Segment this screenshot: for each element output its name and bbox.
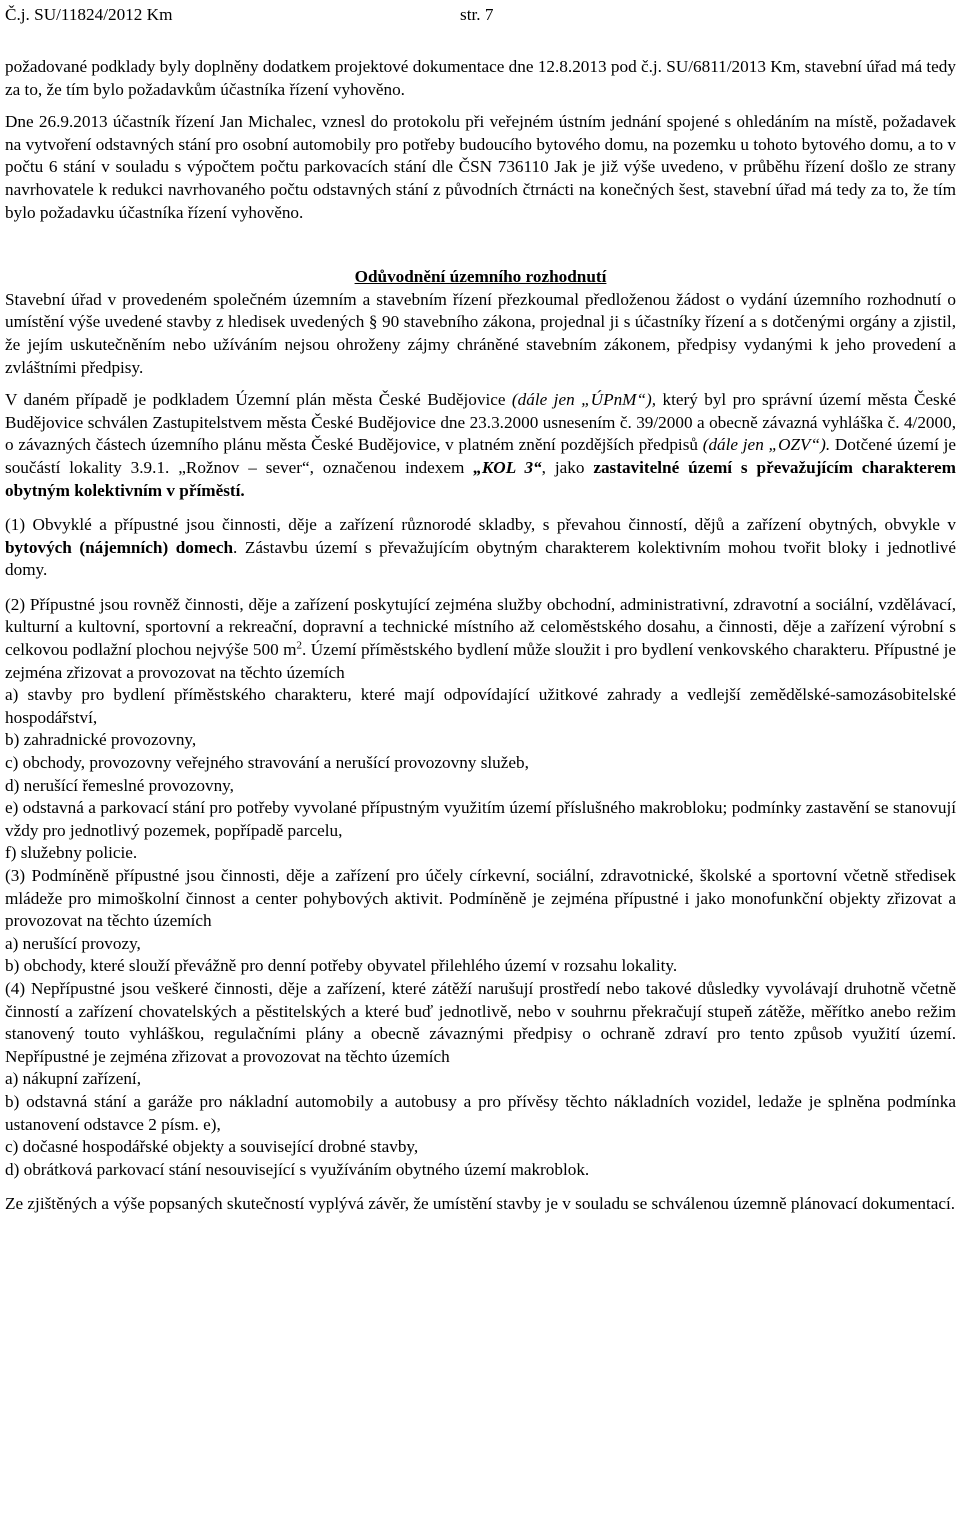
page-header <box>5 4 956 26</box>
document-page <box>5 4 956 1216</box>
list-item: d) nerušící řemeslné provozovny, <box>5 775 234 795</box>
section-title: Odůvodnění územního rozhodnutí <box>354 267 607 287</box>
p5-bold-houses: bytových (nájemních) domech <box>5 537 234 557</box>
list-item: c) dočasné hospodářské objekty a související drobné stavby, <box>5 1137 419 1157</box>
p6-text-b: . Území příměstského bydlení může sloužit i pro bydlení venkovského charakteru. Přípustné je zejména zřizovat a provozovat na těchto územích <box>5 640 956 682</box>
paragraph-5 <box>5 514 956 582</box>
paragraph-7: (3) Podmíněně přípustné jsou činnosti, děje a zařízení pro účely církevní, sociální, zdravotnické, školské a sportovní včetně středisek mládeže pro mimoškolní činnost a center pohybových aktivit. Podmíněně je zejména přípustné i jako monofunkční objekty zřizovat a provozovat na těchto územích <box>5 866 956 931</box>
list-item: a) nákupní zařízení, <box>5 1069 141 1089</box>
p4-text-c: který byl pro správní území města České Budějovice schválen Zastupitelstvem města České Budějovice dne 23.3.2000 usnesením č. 39/2000 a obecně závazná vyhláška č. 4/2000, o závazných částech územního plánu města České Budějovice, v platném znění pozdějších předpisů <box>5 390 956 455</box>
list-item: b) zahradnické provozovny, <box>5 730 197 750</box>
p5-text-c: . Zástavbu území s převažujícím obytným charakterem kolektivním mohou tvořit bloky i jednotlivé domy. <box>5 537 956 580</box>
list-item: a) nerušící provozy, <box>5 933 141 953</box>
list-item: b) obchody, které slouží převážně pro denní potřeby obyvatel přilehlého území v rozsahu lokality. <box>5 956 678 976</box>
reference-number: Č.j. SU/11824/2012 Km <box>5 5 173 24</box>
p4-text-g: , jako <box>541 457 594 477</box>
paragraph-9: Ze zjištěných a výše popsaných skutečností vyplývá závěr, že umístění stavby je v souladu se schválenou územně plánovací dokumentací. <box>5 1194 956 1214</box>
paragraph-1: požadované podklady byly doplněny dodatkem projektové dokumentace dne 12.8.2013 pod č.j. SU/6811/2013 Km, stavební úřad má tedy za to, že tím bylo požadavkům účastníka řízení vyhověno. <box>5 57 956 99</box>
p6-text-a: (2) Přípustné jsou rovněž činnosti, děje a zařízení poskytující zejména služby obchodní, administrativní, zdravotní a sociální, vzdělávací, kulturní a kultovní, sportovní a rekreační, dopravní a technické místního až celoměstského dosahu, a činnosti, děje a zařízení výrobní s celkovou podlažní plochou nejvýše 500 m <box>5 594 956 660</box>
list-item: d) obrátková parkovací stání nesouvisející s využíváním obytného území makroblok. <box>5 1159 590 1179</box>
paragraph-6 <box>5 594 956 684</box>
p4-text-e: Dotčené území je součástí lokality 3.9.1. „Rožnov – sever“, označenou indexem <box>5 435 956 477</box>
list-item: c) obchody, provozovny veřejného stravování a nerušící provozovny služeb, <box>5 753 529 773</box>
list-item: a) stavby pro bydlení příměstského charakteru, které mají odpovídající užitkové zahrady a vedlejší zemědělské-samozásobitelské hospodářství, <box>5 685 956 727</box>
list-item: e) odstavná a parkovací stání pro potřeby vyvolané přípustným využitím území příslušného makrobloku; podmínky zastavění se stanovují vždy pro jednotlivý pozemek, popřípadě parcelu, <box>5 798 956 840</box>
page-number: str. 7 <box>460 5 494 24</box>
list-item: f) služebny policie. <box>5 843 138 863</box>
paragraph-4 <box>5 389 956 502</box>
paragraph-2: Dne 26.9.2013 účastník řízení Jan Michalec, vznesl do protokolu při veřejném ústním jednání spojené s ohledáním na místě, požadavek na vytvoření odstavných stání pro osobní automobily pro potřeby budoucího bytového domu, na pozemku u tohoto bytového domu, a to v počtu 6 stání v souladu s výpočtem počtu parkovacích stání dle ČSN 736110 Jak je již výše uvedeno, v průběhu řízení došlo ze strany navrhovatele k redukci navrhovaného počtu odstavných stání z původních čtrnácti na konečných šest, stavební úřad má tedy za to, že tím bylo požadavku účastníka řízení vyhověno. <box>5 112 956 222</box>
p5-text-a: (1) Obvyklé a přípustné jsou činnosti, děje a zařízení různorodé skladby, s převahou činností, dějů a zařízení obytných, obvykle v <box>5 515 956 535</box>
p6-superscript: 2 <box>296 639 303 652</box>
p4-italic-ozv: (dále jen „OZV“). <box>702 435 831 455</box>
p4-bold-zone: zastavitelné území s převažujícím charakterem obytným kolektivním v příměstí. <box>5 457 956 500</box>
p4-index-kol: „KOL 3“ <box>473 457 542 477</box>
list-item: b) odstavná stání a garáže pro nákladní automobily a autobusy a pro přívěsy těchto nákladních vozidel, ledaže je splněna podmínka ustanovení odstavce 2 písm. e), <box>5 1091 956 1134</box>
paragraph-3: Stavební úřad v provedeném společném územním a stavebním řízení přezkoumal předloženou žádost o vydání územního rozhodnutí o umístění výše uvedené stavby z hledisek uvedených § 90 stavebního zákona, projednal ji s účastníky řízení a s dotčenými orgány a zjistil, že jejím uskutečněním nebo užíváním nejsou ohroženy zájmy chráněné stavebním zákonem, předpisy vydanými k jeho provedení a zvláštními předpisy. <box>5 289 956 377</box>
p4-text-a: V daném případě je podkladem Územní plán města České Budějovice <box>5 390 512 410</box>
p4-italic-upnm: (dále jen „ÚPnM“), <box>511 390 657 410</box>
paragraph-8: (4) Nepřípustné jsou veškeré činnosti, děje a zařízení, které zátěží narušují prostředí nebo takové důsledky vyvolávají druhotně včetně činností a zařízení chovatelských a pěstitelských a které buď jednotlivě, nebo v souhrnu překračují stupeň zátěže, měřítko anebo režim stanovený touto vyhláškou, regulačními plány a obecně závaznými předpisy o ochraně zdraví pro tento způsob využití území. Nepřípustné je zejména zřizovat a provozovat na těchto územích <box>5 978 956 1066</box>
